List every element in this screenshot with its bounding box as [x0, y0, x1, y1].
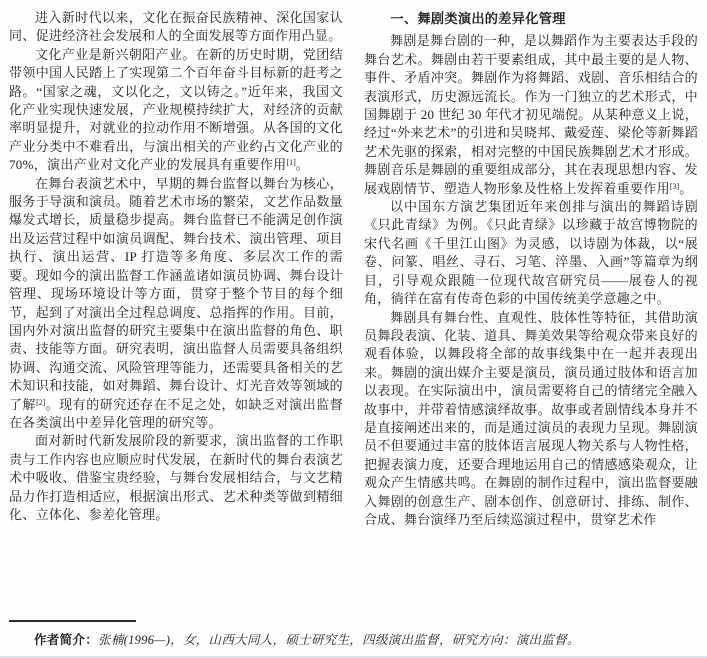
citation-ref: [2] [36, 397, 46, 407]
right-column [364, 9, 698, 529]
left-column [9, 9, 343, 529]
paragraph: 面对新时代新发展阶段的新要求，演出监督的工作职责与工作内容也应顺应时代发展，在新时代的舞台表演艺术中吸收、借鉴宝贵经验，与舞台发展相结合，与文艺精品力作打造相适应，根据演出形式、艺术种类等做到精细化、立体化、参差化管理。 [9, 433, 343, 522]
section-heading: 一、舞剧类演出的差异化管理 [390, 11, 566, 26]
author-bio-label: 作者简介： [34, 633, 99, 647]
paragraph: 舞剧具有舞台性、直观性、肢体性等特征，其借助演员舞段表演、化装、道具、舞美效果等给观众带来良好的观看体验，以舞段将全部的故事线集中在一起并表现出来。舞剧的演出媒介主要是演员，演员通过肢体和语言加以表现。在实际演出中，演员需要将自己的情绪完全融入故事中，并带着情感演绎故事。故事或者剧情线本身并不是直接阐述出来的，而是通过演员的表现力呈现。舞剧演员不但要通过丰富的肢体语言展现人物关系与人物性格，把握表演力度，还要合理地运用自己的情感感染观众，让观众产生情感共鸣。在舞剧的制作过程中，演出监督要融入舞剧的创意生产、剧本创作、创意研讨、排练、制作、合成、舞台演绎乃至后续巡演过程中，贯穿艺术作 [364, 309, 698, 527]
author-bio-text: 张楠(1996—)，女，山西大同人，硕士研究生，四级演出监督，研究方向：演出监督。 [98, 633, 580, 647]
citation-ref: [1] [286, 158, 296, 168]
paragraph: 进入新时代以来，文化在振奋民族精神、深化国家认同、促进经济社会发展和人的全面发展等方面作用凸显。 [9, 10, 343, 44]
right-column-text [364, 32, 698, 529]
footnote-divider [9, 620, 136, 622]
paragraph: 以中国东方演艺集团近年来创排与演出的舞蹈诗剧《只此青绿》为例。《只此青绿》以珍藏于故宫博物院的宋代名画《千里江山图》为灵感，以诗剧为体裁，以“展卷、问篆、唱丝、寻石、习笔、淬墨、入画”等篇章为纲目，引导观众跟随一位现代故宫研究员——展卷人的视角，徜徉在富有传奇色彩的中国传统美学意趣之中。 [364, 199, 698, 307]
paragraph: 舞剧是舞台剧的一种，是以舞蹈作为主要表达手段的舞台艺术。舞剧由若干要素组成，其中最主要的是人物、事件、矛盾冲突。舞剧作为将舞蹈、戏剧、音乐相结合的表演形式，历史源远流长。作为一门独立的艺术形式，中国舞剧于 20 世纪 30 年代才初见端倪。从某种意义上说，经过“外来艺术”的引进和吴晓邦、戴爱莲、梁伦等新舞蹈艺术先驱的探索，相对完整的中国民族舞剧艺术才形成。舞剧音乐是舞剧的重要组成部分，其在表现思想内容、发展戏剧情节、塑造人物形象及性格上发挥着重要作用[3]。 [364, 33, 698, 196]
paragraph: 在舞台表演艺术中，早期的舞台监督以舞台为核心，服务于导演和演员。随着艺术市场的繁荣，文艺作品数量爆发式增长，质量稳步提高。舞台监督已不能满足创作演出及运营过程中如演员调配、舞台技术、演出管理、项目执行、演出运营、IP 打造等多角度、多层次工作的需要。现如今的演出监督工作涵盖诸如演员协调、舞台设计管理、现场环境设计等方面，贯穿于整个节目的每个细节，起到了对演出全过程总调度、总指挥的作用。目前，国内外对演出监督的研究主要集中在演出监督的角色、职责、技能等方面。研究表明，演出监督人员需要具备组织协调、沟通交流、风险管理等能力，还需要具备相关的艺术知识和技能，如对舞蹈、舞台设计、灯光音效等领域的了解[2]。现有的研究还存在不足之处，如缺乏对演出监督在各类演出中差异化管理的研究等。 [9, 175, 343, 430]
article-body [9, 9, 698, 529]
citation-ref: [3] [669, 181, 680, 191]
paragraph: 文化产业是新兴朝阳产业。在新的历史时期，党团结带领中国人民踏上了实现第二个百年奋斗目标新的赶考之路。“国家之魂，文以化之，文以铸之。”近年来，我国文化产业实现快速发展，产业规模持续扩大，对经济的贡献率明显提升，对就业的拉动作用不断增强。从各国的文化产业分类中不难看出，与演出相关的产业约占文化产业的 70%，演出产业对文化产业的发展具有重要作用[1]。 [9, 46, 343, 173]
author-bio [9, 632, 698, 649]
author-footnote [9, 620, 698, 649]
